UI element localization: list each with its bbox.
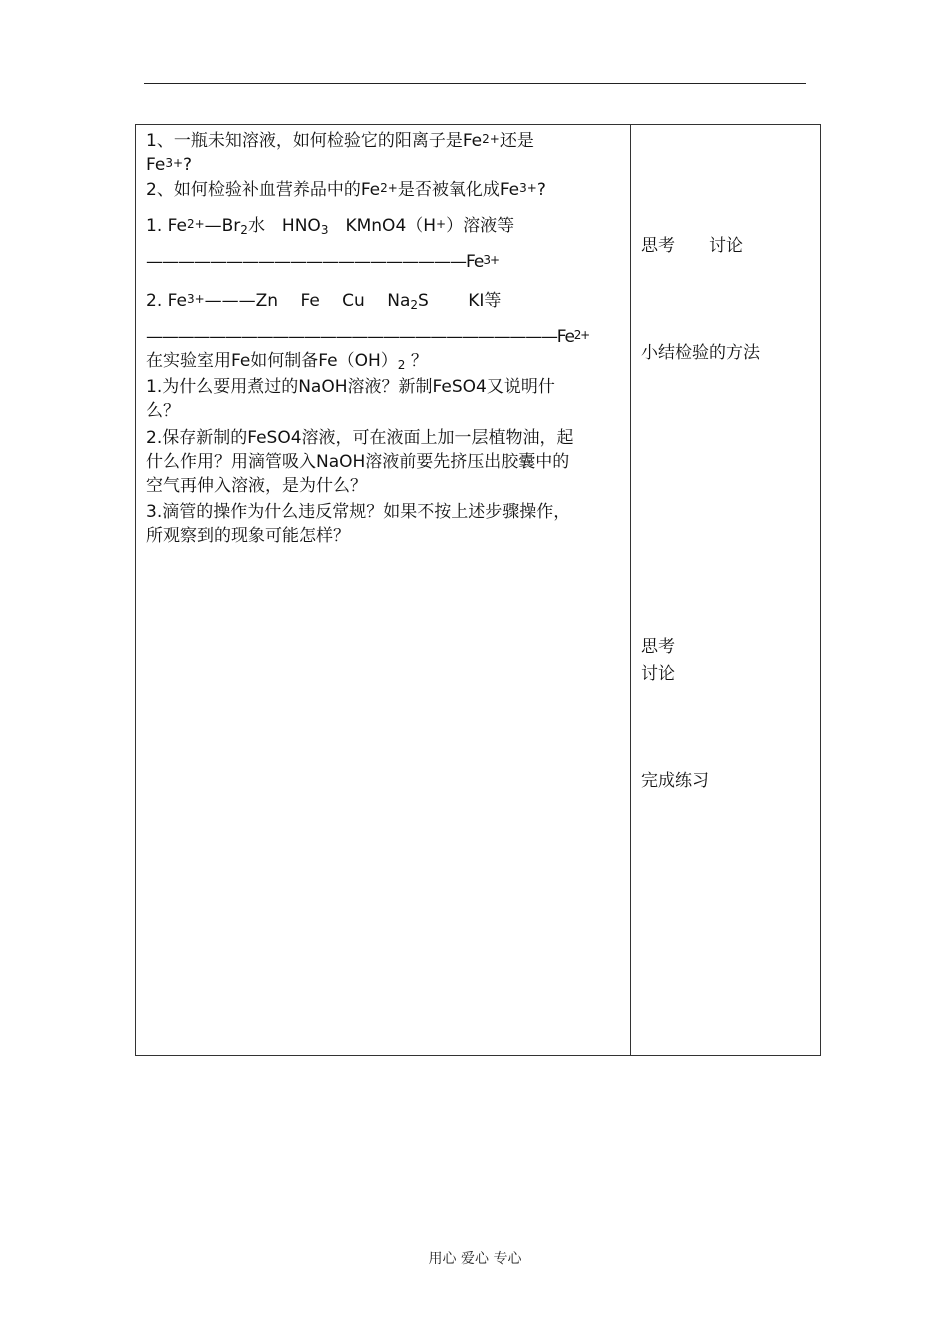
preparation-question: 在实验室用Fe如何制备$Fe(OH)_2$ ？	[146, 351, 428, 372]
activity-think: 思考	[641, 637, 675, 657]
lesson-table	[135, 124, 821, 1056]
activity-discuss: 讨论	[641, 664, 675, 684]
reagents-fe2-line: 1. $Fe^{2+}—Br_2$水 $HNO_3$ KMnO4（H+）溶液等	[146, 216, 515, 237]
activity-practice: 完成练习	[641, 771, 709, 791]
header-rule	[144, 83, 806, 84]
activity-summary: 小结检验的方法	[641, 343, 760, 363]
sub-question-2-line-3: 空气再伸入溶液，是为什么？	[146, 476, 367, 496]
sub-question-1-line-1: 1.为什么要用煮过的NaOH溶液？新制FeSO4又说明什	[146, 377, 555, 397]
reagents-fe2-arrow: $————————————————————Fe^{3+}$	[146, 252, 500, 272]
sub-question-2-line-1: 2.保存新制的FeSO4溶液，可在液面上加一层植物油，起	[146, 428, 574, 448]
page-footer: 用心 爱心 专心	[428, 1251, 522, 1267]
question-1-line-1: 1、一瓶未知溶液，如何检验它的阳离子是$Fe^{2+}$还是	[146, 131, 534, 151]
reagents-fe3-line: 2. $Fe^{3+}———Zn$ Fe Cu $Na_2S$ KI等	[146, 291, 502, 312]
sub-question-3-line-2: 所观察到的现象可能怎样？	[146, 526, 350, 546]
sub-question-3-line-1: 3.滴管的操作为什么违反常规？如果不按上述步骤操作，	[146, 502, 571, 522]
question-2: 2、如何检验补血营养品中的$Fe^{2+}$是否被氧化成$Fe^{3+}$?	[146, 180, 546, 200]
sub-question-2-line-2: 什么作用？用滴管吸入NaOH溶液前要先挤压出胶囊中的	[146, 452, 570, 472]
question-1-line-2: $Fe^{3+}$?	[146, 155, 193, 175]
activity-think-discuss: 思考 讨论	[641, 236, 743, 256]
reagents-fe3-arrow: $——————————————————————————Fe^{2+}$	[146, 327, 590, 347]
content-cell	[136, 125, 630, 1055]
activity-cell	[631, 125, 821, 1055]
sub-question-1-line-2: 么？	[146, 401, 180, 421]
